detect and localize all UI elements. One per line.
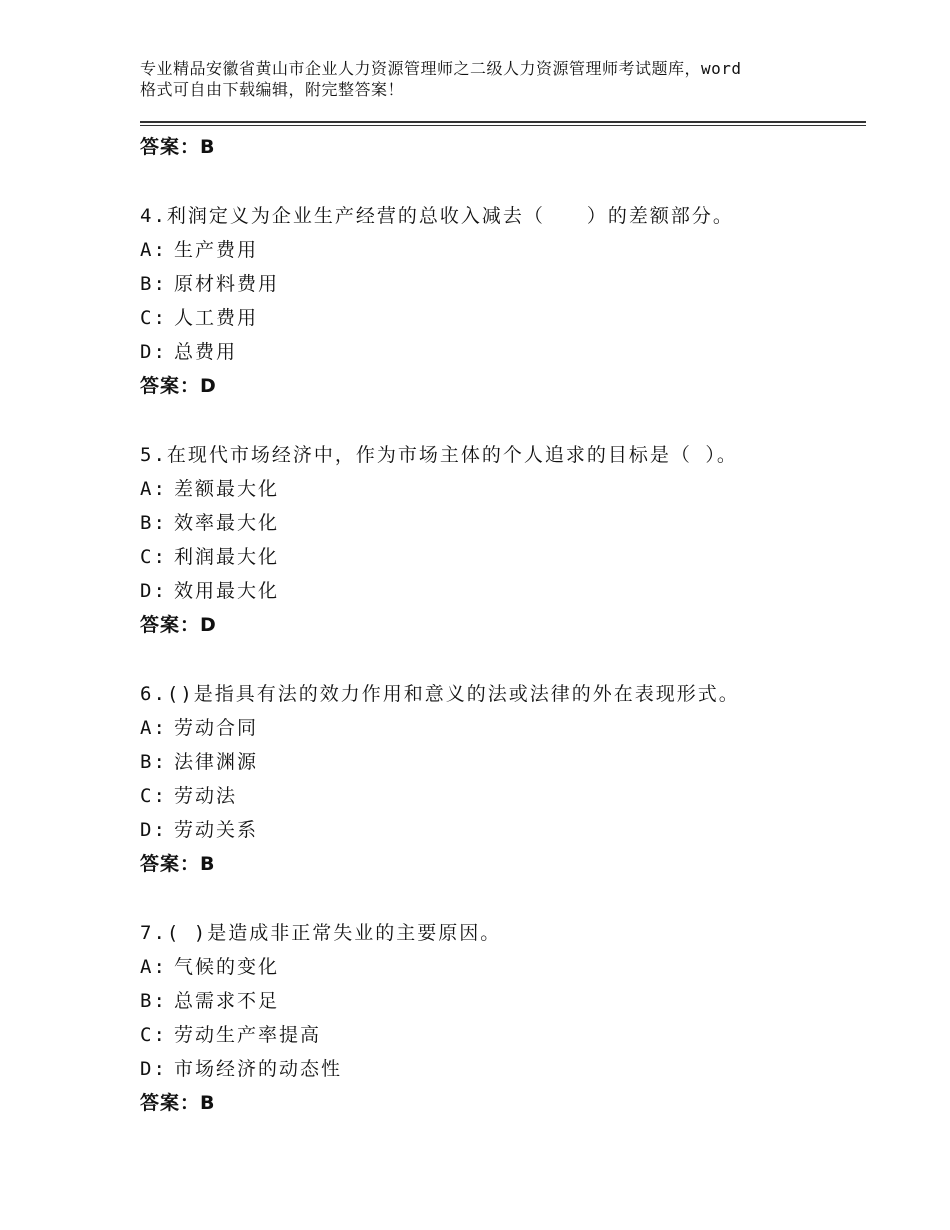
answer: 答案：D: [140, 614, 217, 636]
option-label: D:: [140, 1058, 167, 1080]
question-stem: 4.利润定义为企业生产经营的总收入减去（ ）的差额部分。: [140, 205, 734, 227]
header-divider-thick: [140, 121, 866, 123]
option-text: 总费用: [174, 341, 238, 363]
option-label: C:: [140, 1024, 167, 1046]
option-b: [140, 986, 279, 1013]
option-b: [140, 747, 258, 774]
answer: 答案：D: [140, 375, 217, 397]
option-text: 劳动法: [174, 785, 238, 807]
option-text: 生产费用: [174, 239, 259, 261]
option-text: 效率最大化: [174, 512, 280, 534]
option-d: [140, 815, 258, 842]
option-label: D:: [140, 580, 167, 602]
option-label: A:: [140, 717, 167, 739]
option-label: A:: [140, 478, 167, 500]
option-label: A:: [140, 956, 167, 978]
option-text: 法律渊源: [174, 751, 259, 773]
option-d: [140, 576, 279, 603]
option-label: B:: [140, 990, 167, 1012]
option-label: C:: [140, 307, 167, 329]
option-text: 人工费用: [174, 307, 259, 329]
answer: 答案：B: [140, 853, 216, 875]
option-text: 差额最大化: [174, 478, 280, 500]
option-text: 劳动合同: [174, 717, 259, 739]
option-c: [140, 1020, 321, 1047]
option-text: 劳动关系: [174, 819, 259, 841]
option-c: [140, 781, 237, 808]
option-text: 利润最大化: [174, 546, 280, 568]
header-text: [140, 58, 840, 100]
option-label: C:: [140, 546, 167, 568]
option-text: 原材料费用: [174, 273, 280, 295]
answer: 答案：B: [140, 1092, 216, 1114]
option-text: 劳动生产率提高: [174, 1024, 322, 1046]
option-c: [140, 542, 279, 569]
option-a: [140, 952, 279, 979]
option-a: [140, 474, 279, 501]
option-c: [140, 303, 258, 330]
question-stem: 5.在现代市场经济中，作为市场主体的个人追求的目标是（ ）。: [140, 444, 738, 466]
option-text: 气候的变化: [174, 956, 280, 978]
option-text: 效用最大化: [174, 580, 280, 602]
option-label: B:: [140, 751, 167, 773]
option-text: 市场经济的动态性: [174, 1058, 343, 1080]
option-label: B:: [140, 273, 167, 295]
option-d: [140, 337, 237, 364]
option-label: D:: [140, 819, 167, 841]
option-d: [140, 1054, 342, 1081]
option-a: [140, 713, 258, 740]
option-b: [140, 269, 279, 296]
option-text: 总需求不足: [174, 990, 280, 1012]
option-b: [140, 508, 279, 535]
option-label: D:: [140, 341, 167, 363]
option-label: C:: [140, 785, 167, 807]
option-label: A:: [140, 239, 167, 261]
option-label: B:: [140, 512, 167, 534]
header-line-1: 专业精品安徽省黄山市企业人力资源管理师之二级人力资源管理师考试题库，word: [140, 59, 742, 78]
question-stem: 7.( )是造成非正常失业的主要原因。: [140, 922, 502, 944]
header-line-2: 格式可自由下载编辑，附完整答案！: [140, 80, 405, 99]
previous-answer: 答案：B: [140, 136, 216, 158]
header-divider-thin: [140, 125, 866, 126]
question-stem: 6.()是指具有法的效力作用和意义的法或法律的外在表现形式。: [140, 683, 740, 705]
option-a: [140, 235, 258, 262]
